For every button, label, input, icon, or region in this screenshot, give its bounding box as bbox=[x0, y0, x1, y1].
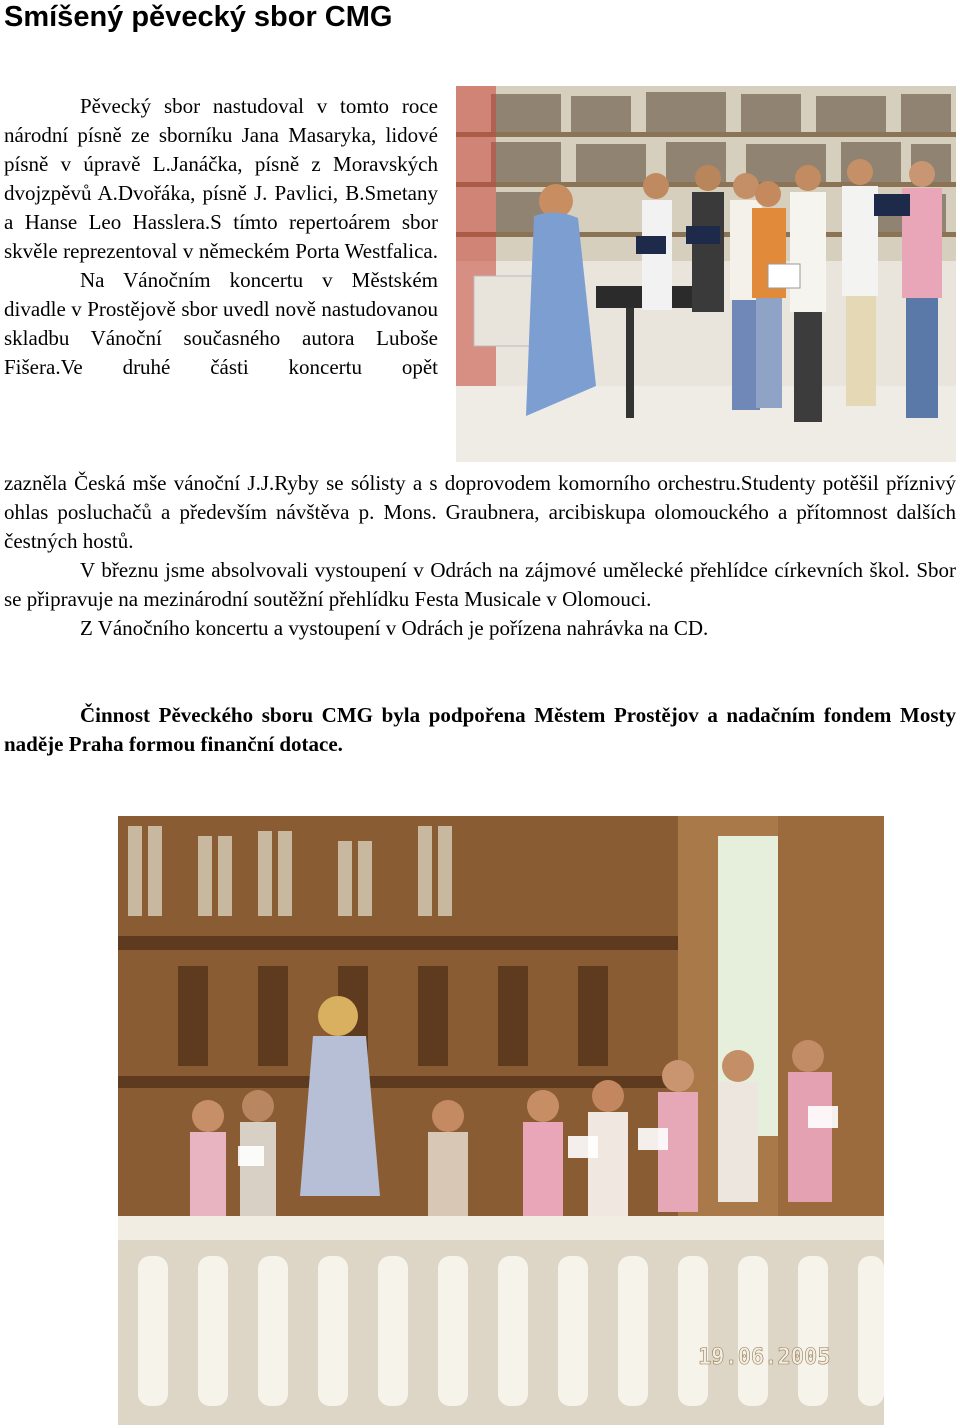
paragraph-odry-festival: V březnu jsme absolvovali vystoupení v Odrách na zájmové umělecké přehlídce církevních škol. Sbor se připravuje na mezinárodní soutěžní přehlídku Festa Musicale v Olomouci. bbox=[4, 558, 956, 611]
paragraph-christmas-concert-end: zazněla Česká mše vánoční J.J.Ryby se sólisty a s doprovodem komorního orchestru.Studenty potěšil příznivý ohlas posluchačů a především návštěva p. Mons. Graubnera, arcibiskupa olomouckého a přítomnost dalších čestných hostů. bbox=[4, 471, 956, 553]
church-performance-photo bbox=[118, 816, 884, 1425]
paragraph-cd-recording: Z Vánočního koncertu a vystoupení v Odrách je pořízena nahrávka na CD. bbox=[80, 616, 709, 640]
photo-date-stamp: 19.06.2005 bbox=[698, 1345, 831, 1370]
paragraph-repertoire: Pěvecký sbor nastudoval v tomto roce národní písně ze sborníku Jana Masaryka, lidové písně v úpravě L.Janáčka, písně z Moravských dvojzpěvů A.Dvořáka, písně J. Pavlici, B.Smetany a Hanse Leo Hasslera.S tímto repertoárem sbor skvěle reprezentoval v německém Porta Westfalica. bbox=[4, 94, 438, 263]
support-note: Činnost Pěveckého sboru CMG byla podpořena Městem Prostějov a nadačním fondem Mosty naděje Praha formou finanční dotace. bbox=[4, 703, 956, 756]
choir-rehearsal-photo bbox=[456, 86, 956, 462]
paragraph-christmas-concert-start: Na Vánočním koncertu v Městském divadle v Prostějově sbor uvedl nově nastudovanou skladbu Vánoční současného autora Luboše Fišera.Ve druhé části koncertu opět bbox=[4, 268, 438, 379]
main-text-block bbox=[4, 469, 956, 643]
page-title: Smíšený pěvecký sbor CMG bbox=[4, 1, 393, 33]
intro-text-block bbox=[4, 92, 438, 382]
